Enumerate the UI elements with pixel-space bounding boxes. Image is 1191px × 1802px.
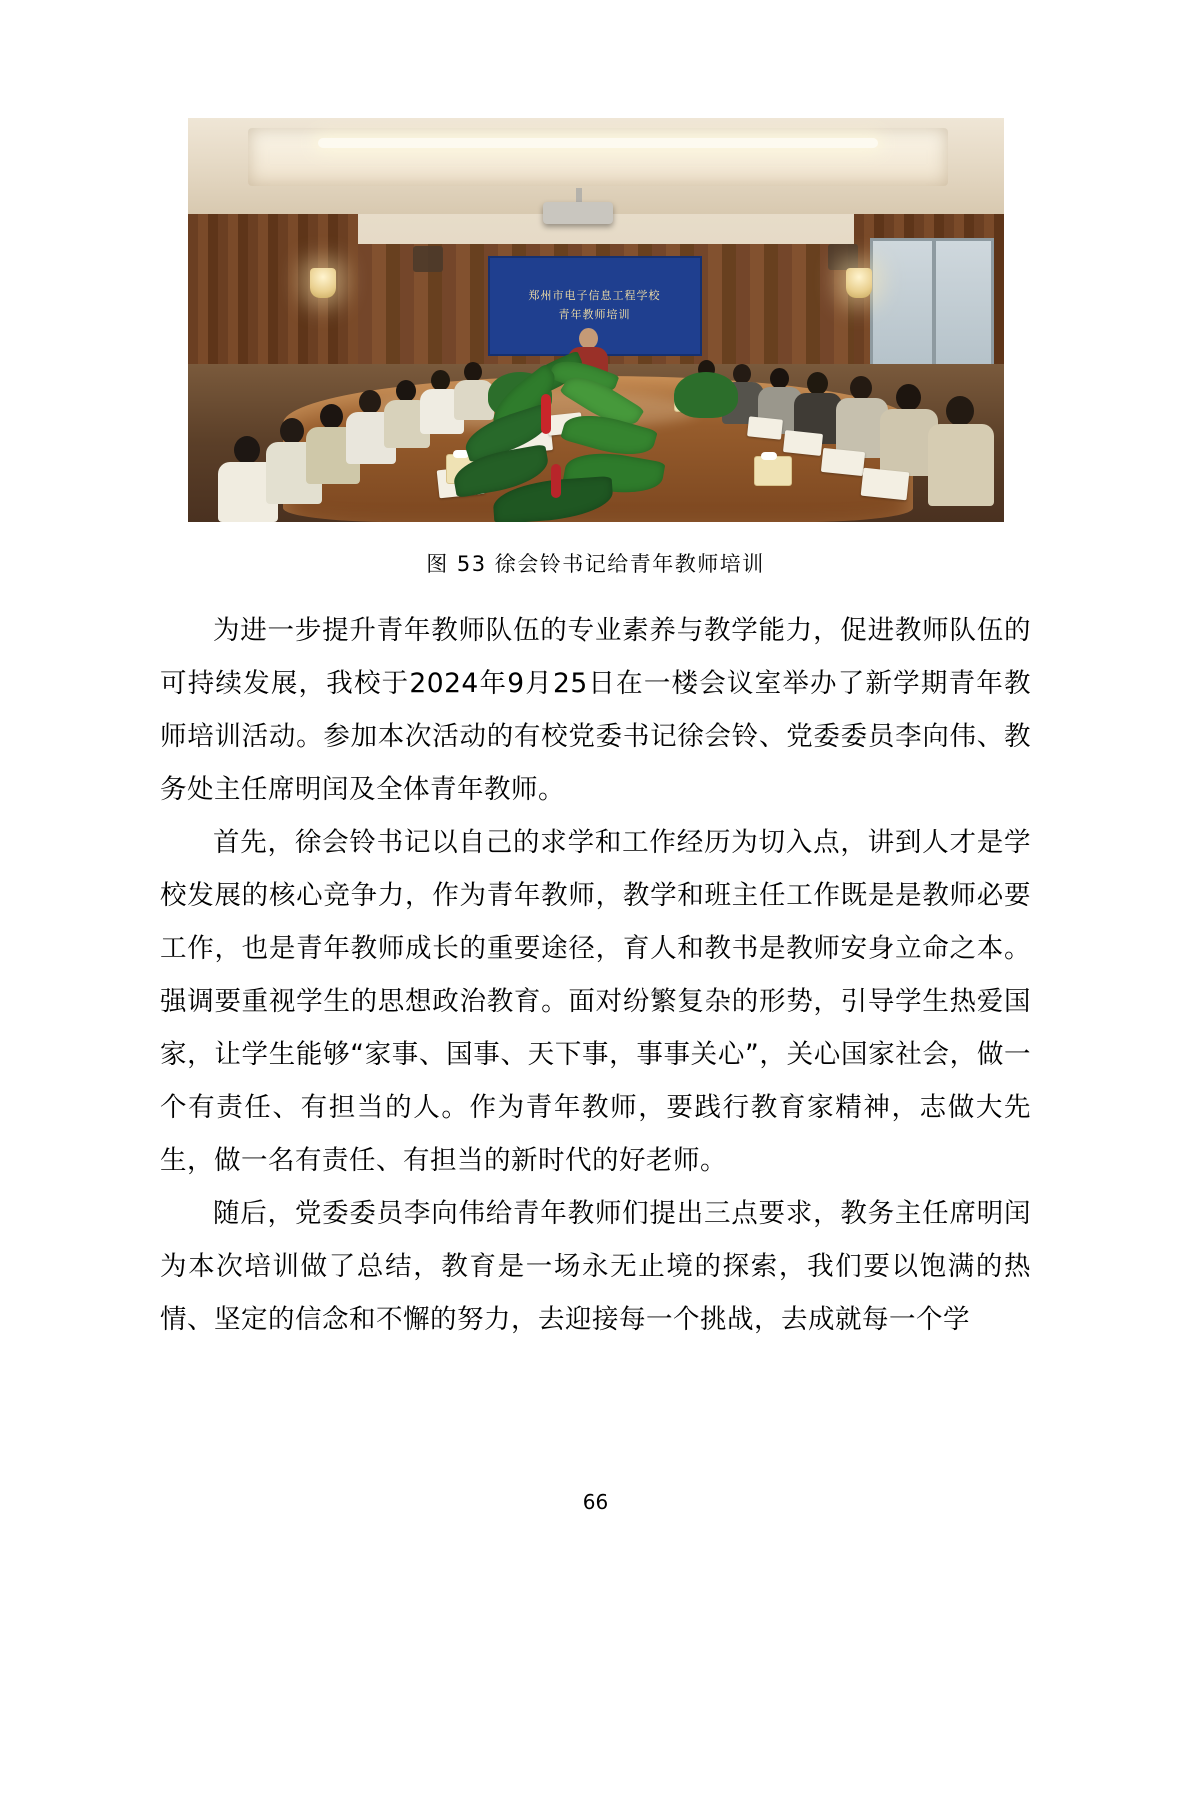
figure-block (160, 118, 1031, 578)
presenter-head (579, 328, 598, 349)
notebook (820, 448, 864, 476)
plant-flower (541, 394, 551, 434)
attendee-head (320, 404, 343, 429)
paragraph-2: 首先，徐会铃书记以自己的求学和工作经历为切入点，讲到人才是学校发展的核心竞争力，作为青年教师，教学和班主任工作既是是教师必要工作，也是青年教师成长的重要途径，育人和教书是教师安身立命之本。强调要重视学生的思想政治教育。面对纷繁复杂的形势，引导学生热爱国家，让学生能够“家事、国事、天下事，事事关心”，关心国家社会，做一个有责任、有担当的人。作为青年教师，要践行教育家精神，志做大先生，做一名有责任、有担当的新时代的好老师。 (160, 827, 1031, 1176)
plant-flower (551, 464, 561, 498)
body-text (160, 604, 1031, 1346)
attendee-head (770, 368, 789, 389)
center-plant (433, 368, 683, 522)
notebook (860, 468, 909, 501)
notebook (747, 416, 783, 439)
document-page (0, 118, 1191, 1802)
paragraph-3: 随后，党委委员李向伟给青年教师们提出三点要求，教务主任席明闰为本次培训做了总结，教育是一场永无止境的探索，我们要以饱满的热情、坚定的信念和不懈的努力，去迎接每一个挑战，去成就每一个学 (160, 1198, 1031, 1335)
tissue-box (754, 456, 792, 486)
screen-title-line2: 青年教师培训 (558, 308, 631, 321)
attendee-head (896, 384, 921, 411)
attendee-body (928, 424, 994, 506)
projector (543, 202, 613, 224)
wall-speaker-right (828, 244, 858, 270)
screen-title-line1: 郑州市电子信息工程学校 (528, 289, 661, 303)
attendee-head (946, 396, 974, 426)
wall-lamp-left (310, 268, 336, 298)
table-plant-right (674, 372, 738, 418)
attendee-head (733, 364, 751, 384)
attendee-head (396, 380, 416, 402)
attendee-right-7 (928, 396, 994, 506)
attendee-head (280, 418, 304, 444)
attendee-head (807, 372, 828, 395)
ceiling-light-strip (318, 138, 878, 148)
meeting-room-training-photo (188, 118, 1004, 522)
attendee-head (359, 390, 381, 414)
wall-speaker-left (413, 246, 443, 272)
wall-lamp-right (846, 268, 872, 298)
figure-caption: 图 53 徐会铃书记给青年教师培训 (426, 552, 765, 576)
paragraph-1: 为进一步提升青年教师队伍的专业素养与教学能力，促进教师队伍的可持续发展，我校于2024年9月25日在一楼会议室举办了新学期青年教师培训活动。参加本次活动的有校党委书记徐会铃、党委委员李向伟、教务处主任席明闰及全体青年教师。 (160, 615, 1031, 805)
notebook (782, 430, 822, 456)
attendee-head (850, 376, 872, 400)
ceiling-inset (248, 128, 948, 186)
page-number: 66 (582, 1490, 609, 1514)
attendee-head (234, 436, 260, 464)
